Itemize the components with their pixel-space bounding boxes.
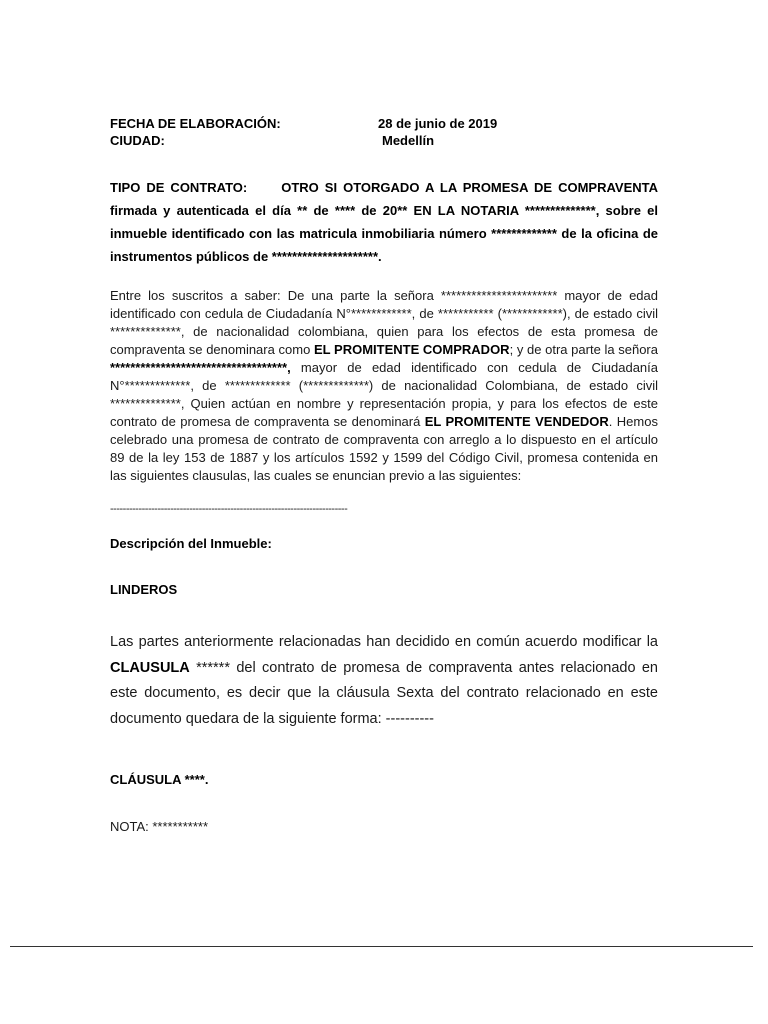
clause-heading: CLÁUSULA ****. bbox=[110, 772, 209, 787]
city-value: Medellín bbox=[382, 133, 435, 148]
contract-type-label: TIPO DE CONTRATO: bbox=[110, 180, 248, 195]
city-row bbox=[110, 132, 630, 149]
contract-type-paragraph bbox=[110, 176, 658, 268]
modification-text-2: ****** del contrato de promesa de compraventa antes relacionado en este documento, es decir que la cláusula Sexta del contrato relacionado en este documento quedara de la siguiente forma: ---------- bbox=[110, 659, 658, 727]
date-value: 28 de junio de 2019 bbox=[378, 116, 498, 131]
contract-type-text: OTRO SI OTORGADO A LA PROMESA DE COMPRAVENTA firmada y autenticada el día ** de **** de 20** EN LA NOTARIA **************, sobre el inmueble identificado con las matricula inmobiliaria número ************* de la oficina de instrumentos públicos de *********************. bbox=[110, 180, 659, 264]
date-label: FECHA DE ELABORACIÓN: bbox=[110, 116, 281, 131]
buyer-term: EL PROMITENTE COMPRADOR bbox=[313, 342, 510, 357]
modification-paragraph bbox=[110, 630, 658, 732]
seller-term: EL PROMITENTE VENDEDOR bbox=[424, 414, 609, 429]
buyer-placeholder: ***********************************, bbox=[110, 360, 291, 375]
parties-text-4: . Hemos celebrado una promesa de contrato de compraventa con arreglo a lo dispuesto en el artículo 89 de la ley 153 de 1887 y los artículos 1592 y 1599 del Código Civil, promesa contenida en las siguientes clausulas, las cuales se enuncian previo a las siguientes: bbox=[110, 414, 658, 483]
city-label: CIUDAD: bbox=[110, 133, 165, 148]
date-row bbox=[110, 115, 630, 132]
boundaries-title: LINDEROS bbox=[110, 582, 178, 597]
parties-text-2: ; y de otra parte la señora bbox=[509, 342, 658, 357]
clause-term: CLAUSULA bbox=[110, 659, 190, 676]
modification-text-1: Las partes anteriormente relacionadas han decidido en común acuerdo modificar la bbox=[110, 634, 658, 650]
page-bottom-divider bbox=[10, 946, 753, 947]
property-description-title: Descripción del Inmueble: bbox=[110, 536, 272, 551]
parties-text-3: mayor de edad identificado con cedula de Ciudadanía N°*************, de ************* (*************) de nacionalidad Colombiana, de estado civil **************, Quien actúan en nombre y representación propia, y para los efectos de este contrato de promesa de compraventa se denominará bbox=[110, 360, 658, 429]
note-line: NOTA: *********** bbox=[110, 819, 209, 834]
dash-separator: --------------------------------------------------------------------------- bbox=[110, 503, 348, 515]
parties-paragraph bbox=[110, 287, 658, 485]
parties-text-1: Entre los suscritos a saber: De una parte la señora *********************** mayor de edad identificado con cedula de Ciudadanía N°************, de *********** (************), de estado civil **************, de nacionalidad colombiana, quien para los efectos de esta promesa de compraventa se denominara como bbox=[110, 288, 658, 357]
document-header bbox=[110, 115, 630, 149]
